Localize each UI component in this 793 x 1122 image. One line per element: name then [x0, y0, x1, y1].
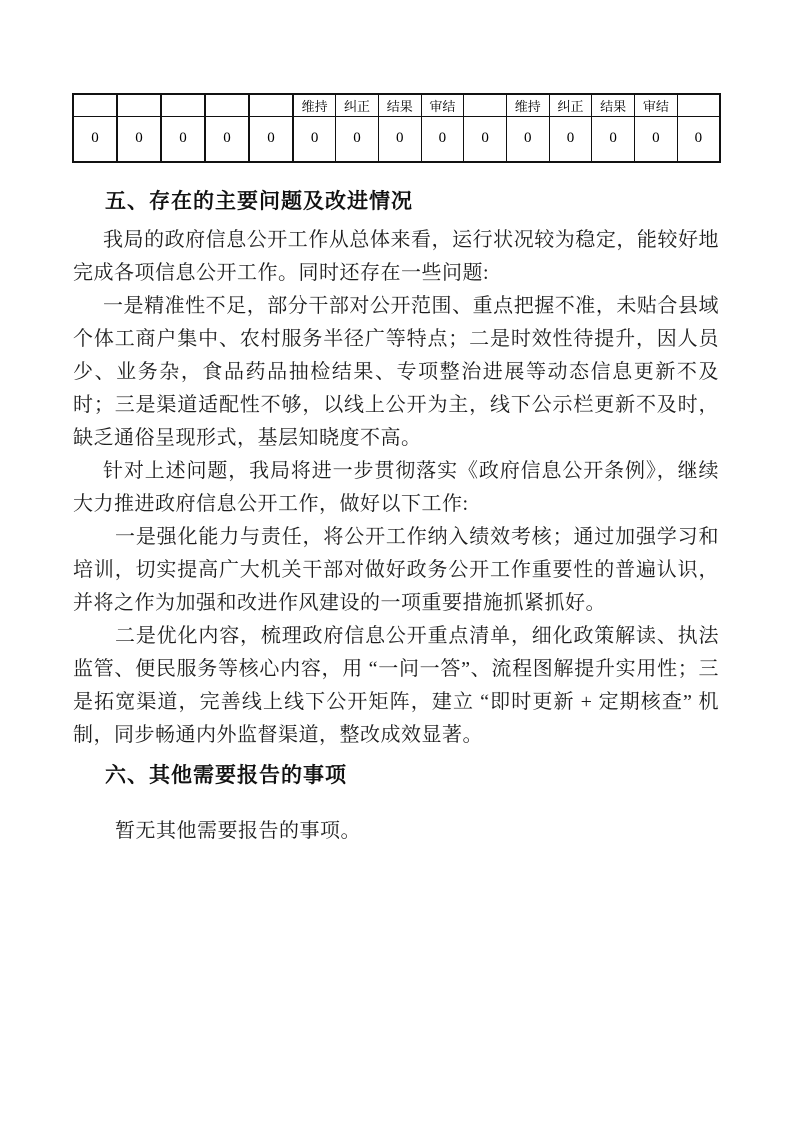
table-header-cell — [73, 94, 117, 116]
statistics-table — [72, 93, 721, 163]
table-value-cell: 0 — [592, 116, 635, 162]
table-header-cell: 纠正 — [336, 94, 379, 116]
table-row — [73, 94, 720, 116]
table-header-cell: 维持 — [506, 94, 549, 116]
paragraph-problems: 一是精准性不足，部分干部对公开范围、重点把握不准，未贴合县域个体工商户集中、农村服务半径广等特点；二是时效性待提升，因人员少、业务杂，食品药品抽检结果、专项整治进展等动态信息更新不及时；三是渠道适配性不够，以线上公开为主，线下公示栏更新不及时，缺乏通俗呈现形式，基层知晓度不高。 — [73, 295, 719, 449]
table-value-cell: 0 — [549, 116, 592, 162]
table-header-cell: 维持 — [293, 94, 336, 116]
table-value-cell: 0 — [635, 116, 678, 162]
paragraph-plan-intro: 针对上述问题，我局将进一步贯彻落实《政府信息公开条例》，继续大力推进政府信息公开工作，做好以下工作: — [73, 460, 719, 515]
table-header-cell: 纠正 — [549, 94, 592, 116]
table-header-cell — [205, 94, 249, 116]
section-6-heading: 六、其他需要报告的事项 — [105, 764, 347, 787]
table-row — [73, 116, 720, 162]
table-value-cell: 0 — [378, 116, 421, 162]
paragraph-measure-1: 一是强化能力与责任，将公开工作纳入绩效考核；通过加强学习和培训，切实提高广大机关干部对做好政务公开工作重要性的普遍认识，并将之作为加强和改进作风建设的一项重要措施抓紧抓好。 — [73, 526, 719, 614]
paragraph-no-other-items: 暂无其他需要报告的事项。 — [115, 820, 361, 842]
table-value-cell: 0 — [73, 116, 117, 162]
section-5-heading: 五、存在的主要问题及改进情况 — [105, 190, 413, 213]
table-header-cell: 审结 — [421, 94, 464, 116]
table-header-cell — [464, 94, 507, 116]
table-value-cell: 0 — [205, 116, 249, 162]
statistics-table-body — [73, 94, 720, 162]
table-header-cell: 结果 — [592, 94, 635, 116]
table-header-cell — [161, 94, 205, 116]
table-value-cell: 0 — [161, 116, 205, 162]
document-body — [73, 188, 719, 848]
table-value-cell: 0 — [464, 116, 507, 162]
table-value-cell: 0 — [117, 116, 161, 162]
table-header-cell — [677, 94, 720, 116]
table-value-cell: 0 — [677, 116, 720, 162]
table-value-cell: 0 — [249, 116, 293, 162]
table-header-cell: 审结 — [635, 94, 678, 116]
table-value-cell: 0 — [421, 116, 464, 162]
table-header-cell — [117, 94, 161, 116]
table-header-cell — [249, 94, 293, 116]
table-header-cell: 结果 — [378, 94, 421, 116]
paragraph-measure-2: 二是优化内容，梳理政府信息公开重点清单，细化政策解读、执法监管、便民服务等核心内容，用 “一问一答”、流程图解提升实用性；三是拓宽渠道，完善线上线下公开矩阵，建立 “即时更新 + 定期核查” 机制，同步畅通内外监督渠道，整改成效显著。 — [73, 625, 719, 746]
paragraph-overview: 我局的政府信息公开工作从总体来看，运行状况较为稳定，能较好地完成各项信息公开工作。同时还存在一些问题: — [73, 229, 719, 284]
table-value-cell: 0 — [506, 116, 549, 162]
table-value-cell: 0 — [293, 116, 336, 162]
table-value-cell: 0 — [336, 116, 379, 162]
